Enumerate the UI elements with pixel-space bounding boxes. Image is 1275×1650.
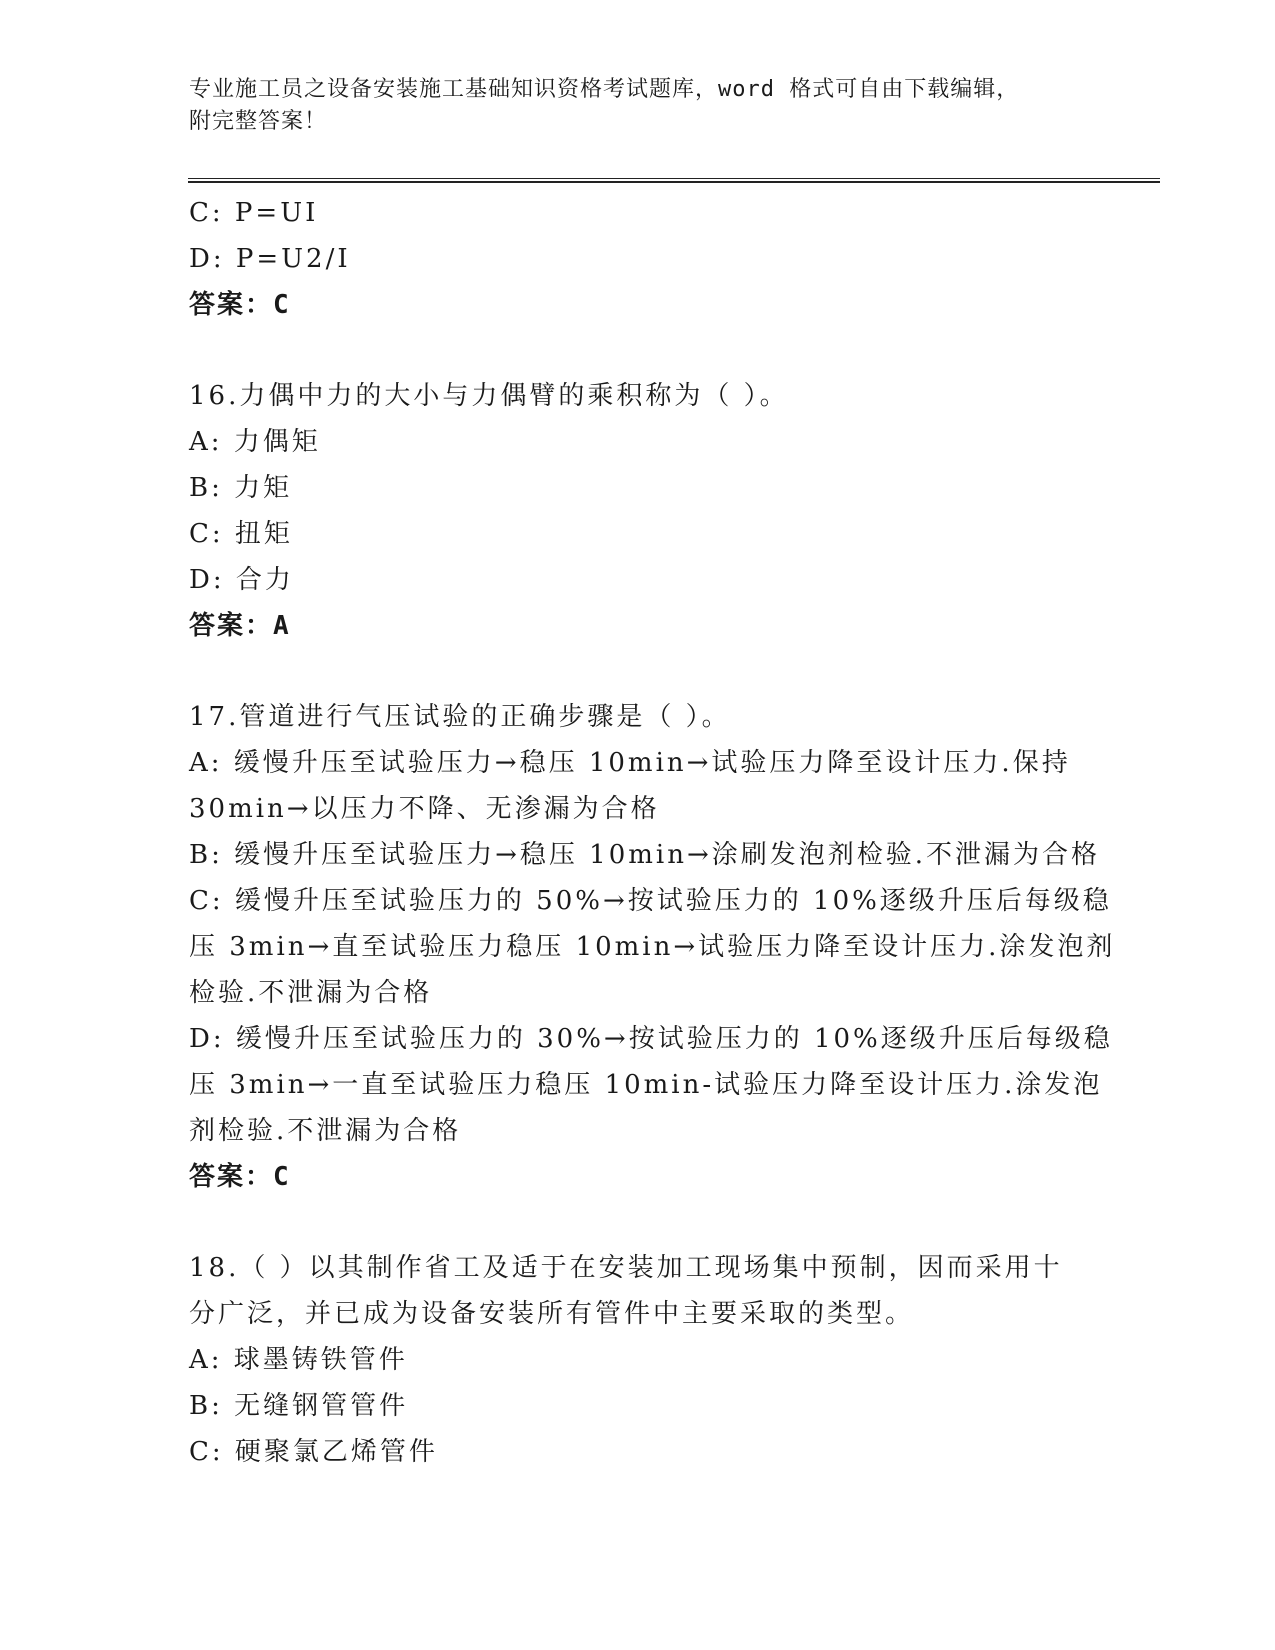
answer: 答案：C [189, 290, 291, 320]
option-b: B: 力矩 [189, 473, 293, 503]
option-c: C: 硬聚氯乙烯管件 [189, 1437, 438, 1467]
question-text-line-2: 分广泛，并已成为设备安装所有管件中主要采取的类型。 [189, 1299, 915, 1329]
question-text-line-1: 18.（ ）以其制作省工及适于在安装加工现场集中预制，因而采用十 [189, 1253, 1063, 1283]
header-divider [188, 178, 1160, 183]
option-c: C: P=UI [189, 198, 319, 228]
option-d-line-3: 剂检验.不泄漏为合格 [189, 1116, 462, 1146]
option-d: D: P=U2/I [189, 244, 351, 274]
option-d: D: 合力 [189, 565, 294, 595]
option-a-line-1: A: 缓慢升压至试验压力→稳压 10min→试验压力降至设计压力.保持 [189, 748, 1071, 778]
option-b: B: 缓慢升压至试验压力→稳压 10min→涂刷发泡剂检验.不泄漏为合格 [189, 840, 1101, 870]
question-text: 17.管道进行气压试验的正确步骤是（ ）。 [189, 702, 731, 732]
option-c: C: 扭矩 [189, 519, 293, 549]
option-c-line-1: C: 缓慢升压至试验压力的 50%→按试验压力的 10%逐级升压后每级稳 [189, 886, 1112, 916]
header-line-2: 附完整答案！ [189, 109, 328, 134]
option-c-line-2: 压 3min→直至试验压力稳压 10min→试验压力降至设计压力.涂发泡剂 [189, 932, 1116, 962]
question-16 [189, 373, 1089, 649]
option-b: B: 无缝钢管管件 [189, 1391, 409, 1421]
option-a-line-2: 30min→以压力不降、无渗漏为合格 [189, 794, 660, 824]
header-line-1: 专业施工员之设备安装施工基础知识资格考试题库，word 格式可自由下载编辑， [189, 77, 1020, 102]
answer: 答案：C [189, 1162, 291, 1192]
question-text: 16.力偶中力的大小与力偶臂的乘积称为（ ）。 [189, 381, 789, 411]
option-a: A: 球墨铸铁管件 [189, 1345, 408, 1375]
option-c-line-3: 检验.不泄漏为合格 [189, 978, 433, 1008]
document-header [189, 74, 1069, 138]
question-15 [189, 190, 1089, 328]
question-17 [189, 694, 1116, 1200]
option-d-line-1: D: 缓慢升压至试验压力的 30%→按试验压力的 10%逐级升压后每级稳 [189, 1024, 1113, 1054]
answer: 答案：A [189, 611, 291, 641]
question-list [189, 190, 1116, 1475]
question-18 [189, 1245, 1089, 1475]
option-a: A: 力偶矩 [189, 427, 321, 457]
option-d-line-2: 压 3min→一直至试验压力稳压 10min-试验压力降至设计压力.涂发泡 [189, 1070, 1103, 1100]
